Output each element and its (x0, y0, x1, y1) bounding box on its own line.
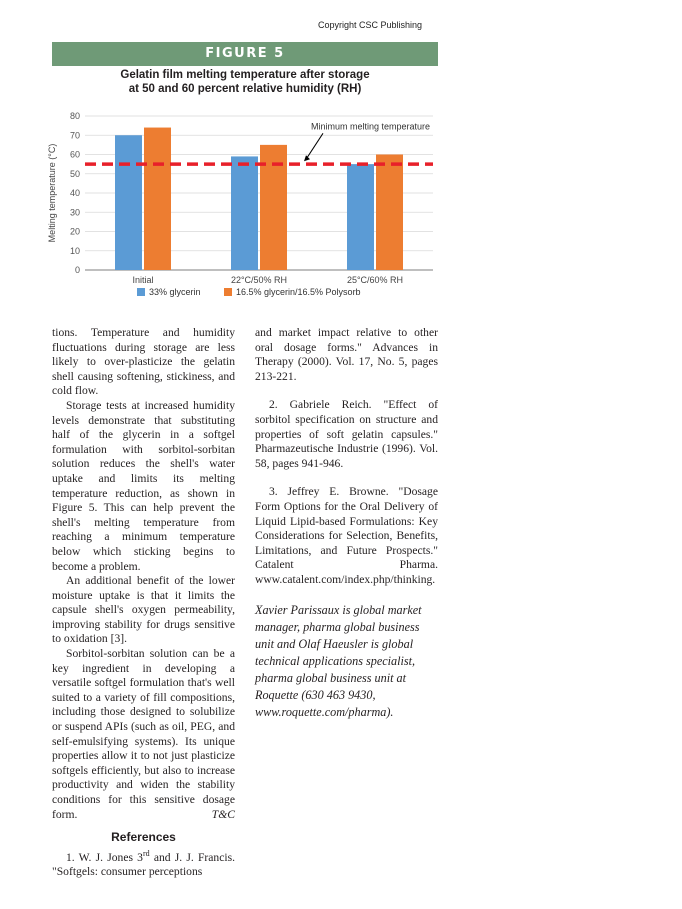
chart-title-line-1: Gelatin film melting temperature after storage (120, 69, 370, 81)
reference-1-text-cont: and J. J. Francis. "Softgels: consumer perceptions (52, 850, 235, 879)
bar (347, 164, 374, 270)
y-tick-label: 50 (69, 168, 80, 179)
reference-1-text: 1. W. J. Jones 3 (66, 850, 143, 864)
y-tick-label: 70 (69, 130, 80, 141)
paragraph: An additional benefit of the lower moisture uptake is that it limits the capsule shell's oxygen permeability, improving stability for drugs sensitive to oxidation [3]. (52, 574, 235, 646)
y-tick-label: 60 (69, 149, 80, 160)
x-tick-label: 25°C/60% RH (346, 275, 404, 285)
y-tick-label: 20 (69, 226, 80, 237)
paragraph: Storage tests at increased humidity levels demonstrate that substituting half of the glycerin in a softgel formulation with sorbitol-sorbitan solution reduces the shell's water uptake and limits its melting temperature reduction, as shown in Figure 5. This can help prevent the shell's melting temperature from reaching a minimum temperature below which sticking begins to become a problem. (52, 398, 235, 573)
x-tick-label: 22°C/50% RH (230, 275, 288, 285)
figure-label: FIGURE 5 (52, 42, 438, 66)
copyright-notice: Copyright CSC Publishing (317, 20, 423, 30)
bar (231, 156, 258, 270)
paragraph (52, 647, 235, 822)
reference-2: 2. Gabriele Reich. "Effect of sorbitol specification on structure and properties of soft gelatin capsules." Pharmazeutische Industrie (1996). Vol. 58, pages 941-946. (255, 398, 438, 470)
bar (144, 128, 171, 270)
y-tick-label: 80 (69, 111, 80, 121)
threshold-label: Minimum melting temperature (310, 121, 430, 132)
paragraph: tions. Temperature and humidity fluctuations during storage are less likely to over-plasticize the gelatin shell causing softening, stickiness, and cold flow. (52, 326, 235, 398)
article-right-column (255, 326, 438, 721)
reference-1 (52, 847, 235, 880)
paragraph-text: Sorbitol-sorbitan solution can be a key ingredient in developing a versatile softgel formulation that's well suited to a variety of fill compositions, including those designed to solubilize or suspend APIs (such as oil, PEG, and self-emulsifying systems). Its unique properties allow it to not just plasticize softgels efficiently, but also to increase productivity and widen the stability conditions for this sensitive dosage form. (52, 647, 235, 821)
threshold-arrow (306, 133, 323, 159)
legend-label: 16.5% glycerin/16.5% Polysorb (236, 287, 361, 297)
arrowhead-icon (304, 155, 310, 161)
bar (115, 135, 142, 270)
x-tick-label: Initial (132, 275, 154, 285)
end-mark: T&C (211, 807, 235, 821)
legend-swatch (224, 288, 232, 296)
legend-swatch (137, 288, 145, 296)
y-tick-label: 10 (69, 245, 80, 256)
superscript: rd (142, 848, 150, 858)
y-tick-label: 40 (69, 188, 80, 198)
chart-title-line-2: at 50 and 60 percent relative humidity (RH) (128, 83, 362, 95)
y-tick-label: 30 (69, 207, 80, 218)
author-bio: Xavier Parissaux is global market manager, pharma global business unit and Olaf Haeusler is global technical applications specialist, pharma global business unit at Roquette (630 463 9430, www.roquette.com/pharma). (255, 602, 422, 719)
y-tick-label: 0 (74, 265, 80, 275)
legend-label: 33% glycerin (149, 287, 201, 297)
reference-1-continued: and market impact relative to other oral dosage forms." Advances in Therapy (2000). Vol. 17, No. 5, pages 213-221. (255, 326, 438, 383)
bar-chart (40, 108, 440, 308)
bar (376, 155, 403, 271)
chart-title (52, 68, 438, 96)
y-axis-label: Melting temperature (°C) (47, 143, 57, 243)
references-heading: References (111, 830, 176, 845)
article-left-column (52, 326, 235, 880)
reference-3: 3. Jeffrey E. Browne. "Dosage Form Options for the Oral Delivery of Liquid Lipid-based Formulations: Key Considerations for Selection, Benefits, Limitations, and Future Prospects." Catalent Pharma. www.catalent.com/index.php/thinking. (255, 485, 438, 586)
